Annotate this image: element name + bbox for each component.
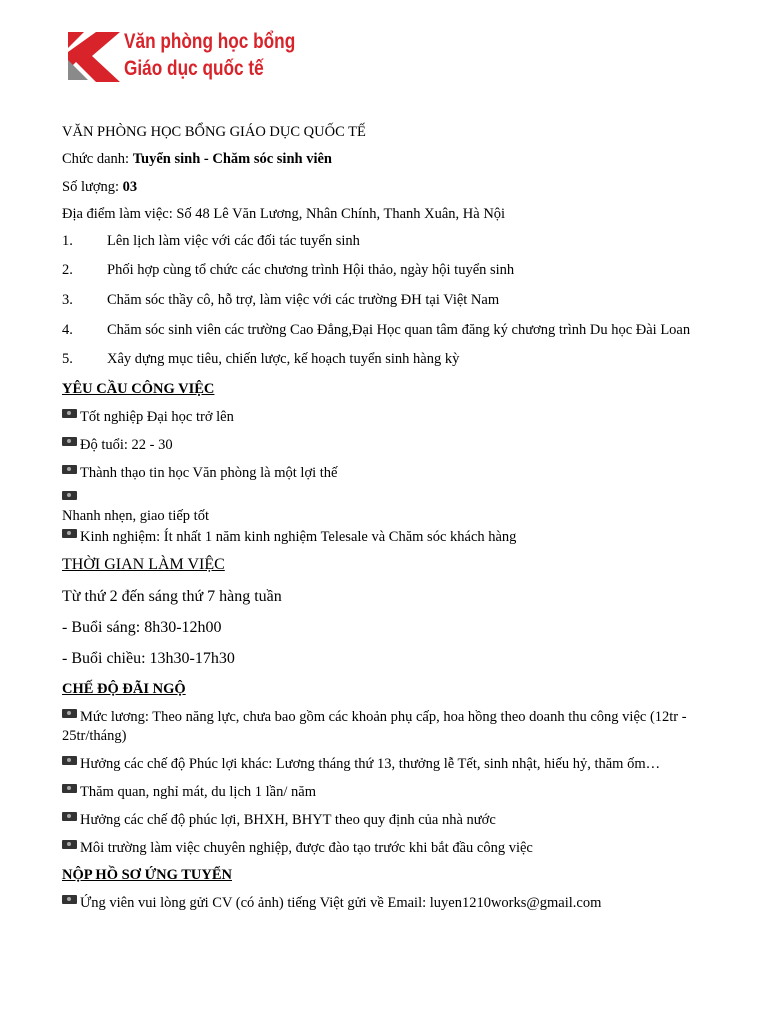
requirement-text: Tốt nghiệp Đại học trở lên (80, 409, 234, 425)
requirement-text: Thành thạo tin học Văn phòng là một lợi thế (80, 465, 338, 481)
camera-icon (62, 437, 77, 446)
position-label: Chức danh: (62, 151, 133, 167)
requirement-item (62, 529, 516, 546)
camera-icon (62, 491, 77, 500)
logo-line-1: Văn phòng học bổng (124, 30, 296, 53)
requirement-text: Nhanh nhẹn, giao tiếp tốt (62, 508, 209, 524)
benefit-text: Môi trường làm việc chuyên nghiệp, được đào tạo trước khi bắt đầu công việc (80, 840, 533, 856)
camera-icon (62, 465, 77, 474)
duty-text: Xây dựng mục tiêu, chiến lược, kế hoạch tuyển sinh hàng kỳ (107, 351, 460, 367)
benefits-heading: CHẾ ĐỘ ĐÃI NGỘ (62, 681, 186, 697)
duty-text: Chăm sóc sinh viên các trường Cao Đẳng,Đại Học quan tâm đăng ký chương trình Du học Đài Loan (107, 322, 691, 338)
quantity-line (62, 179, 137, 196)
camera-icon (62, 840, 77, 849)
requirement-item (62, 465, 337, 482)
requirement-text: Kinh nghiệm: Ít nhất 1 năm kinh nghiệm Telesale và Chăm sóc khách hàng (80, 529, 517, 545)
requirement-item (62, 491, 227, 524)
benefit-item (62, 708, 712, 746)
location-line: Địa điểm làm việc: Số 48 Lê Văn Lương, Nhân Chính, Thanh Xuân, Hà Nội (62, 206, 506, 222)
quantity-label: Số lượng: (62, 179, 123, 195)
benefit-item (62, 784, 316, 801)
requirements-heading: YÊU CẦU CÔNG VIỆC (62, 381, 215, 397)
schedule-heading: THỜI GIAN LÀM VIỆC (62, 556, 225, 573)
camera-icon (62, 812, 77, 821)
camera-icon (62, 709, 77, 718)
duty-number: 3. (62, 292, 73, 308)
logo-mark (66, 30, 122, 84)
schedule-afternoon: - Buổi chiều: 13h30-17h30 (62, 650, 235, 667)
camera-icon (62, 784, 77, 793)
requirement-text: Độ tuổi: 22 - 30 (80, 437, 173, 453)
logo (66, 28, 296, 86)
camera-icon (62, 529, 77, 538)
apply-text: Ứng viên vui lòng gửi CV (có ảnh) tiếng Việt gửi về Email: luyen1210works@gmail.com (80, 895, 602, 911)
schedule-morning: - Buổi sáng: 8h30-12h00 (62, 619, 222, 636)
duty-text: Chăm sóc thầy cô, hỗ trợ, làm việc với các trường ĐH tại Việt Nam (107, 292, 500, 308)
benefit-item (62, 756, 660, 773)
position-value: Tuyển sinh - Chăm sóc sinh viên (132, 151, 332, 167)
camera-icon (62, 409, 77, 418)
benefit-text: Hưởng các chế độ Phúc lợi khác: Lương tháng thứ 13, thưởng lễ Tết, sinh nhật, hiếu hỷ, thăm ốm… (80, 756, 661, 772)
benefit-text: Thăm quan, nghỉ mát, du lịch 1 lần/ năm (80, 784, 316, 800)
schedule-days: Từ thứ 2 đến sáng thứ 7 hàng tuần (62, 588, 282, 605)
duty-text: Phối hợp cùng tổ chức các chương trình Hội thảo, ngày hội tuyển sinh (107, 262, 515, 278)
requirement-item (62, 409, 234, 426)
logo-line-2: Giáo dục quốc tế (124, 57, 264, 80)
benefit-item (62, 812, 496, 829)
position-line (62, 151, 332, 168)
apply-item (62, 895, 601, 912)
duty-number: 4. (62, 322, 73, 338)
camera-icon (62, 756, 77, 765)
camera-icon (62, 895, 77, 904)
duty-number: 5. (62, 351, 73, 367)
duty-text: Lên lịch làm việc với các đối tác tuyển sinh (107, 233, 360, 249)
duty-number: 2. (62, 262, 73, 278)
logo-text (124, 28, 295, 82)
benefit-text: Hưởng các chế độ phúc lợi, BHXH, BHYT theo quy định của nhà nước (80, 812, 496, 828)
duty-number: 1. (62, 233, 73, 249)
quantity-value: 03 (122, 179, 138, 195)
apply-heading: NỘP HỒ SƠ ỨNG TUYỂN (62, 867, 232, 883)
requirement-item (62, 437, 173, 454)
org-title: VĂN PHÒNG HỌC BỔNG GIÁO DỤC QUỐC TẾ (62, 124, 366, 140)
benefit-item (62, 840, 533, 857)
benefit-text: Mức lương: Theo năng lực, chưa bao gồm các khoản phụ cấp, hoa hồng theo doanh thu công việc (12tr - 25tr/tháng) (62, 709, 687, 744)
